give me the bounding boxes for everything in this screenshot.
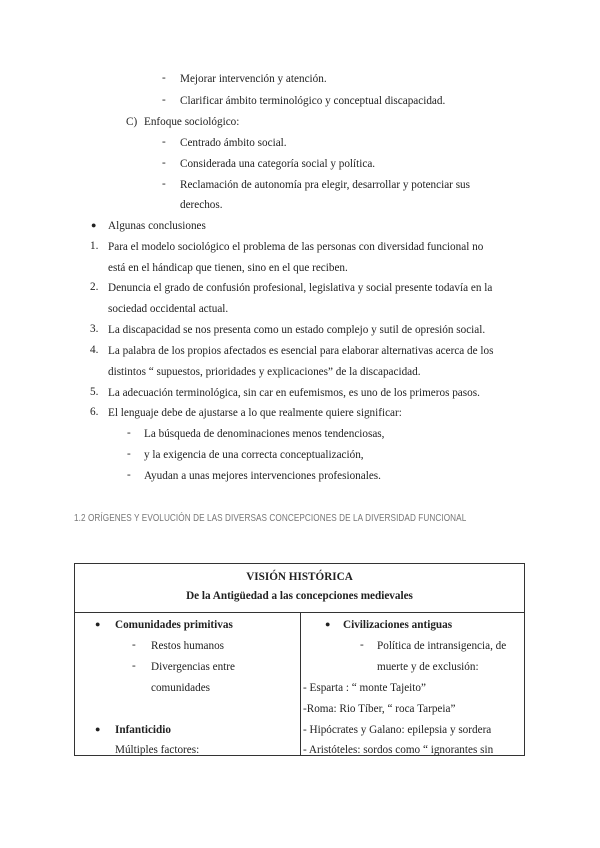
left-item-cont: comunidades: [151, 682, 211, 694]
left-heading-2: Infanticidio: [115, 724, 171, 736]
dash-marker: -: [162, 178, 166, 190]
conclusion-line: Denuncia el grado de confusión profesional, legislativa y social presente todavía en la: [108, 282, 493, 294]
section-c-item-cont: derechos.: [180, 199, 223, 211]
list-number: 4.: [90, 344, 99, 356]
dash-marker: -: [132, 639, 136, 651]
bullet-icon: ●: [325, 619, 331, 629]
right-heading: Civilizaciones antiguas: [343, 619, 453, 631]
right-line: - Hipócrates y Galano: epilepsia y sordera: [303, 724, 492, 736]
table-cell-left: [75, 613, 301, 756]
table-cell-right: [301, 613, 525, 756]
table-title: VISIÓN HISTÓRICA: [246, 571, 353, 583]
table-subtitle: De la Antigüedad a las concepciones medievales: [186, 590, 413, 602]
left-item: Divergencias entre: [151, 661, 235, 673]
list-number: 5.: [90, 386, 99, 398]
dash-marker: -: [127, 469, 131, 481]
dash-marker: -: [162, 72, 166, 84]
left-text-2: Múltiples factores:: [115, 744, 200, 756]
right-line: -Roma: Rio Tíber, “ roca Tarpeia”: [303, 703, 456, 715]
table-header: [75, 564, 525, 613]
conclusion-sub-item: La búsqueda de denominaciones menos tendenciosas,: [144, 428, 385, 440]
left-item: Restos humanos: [151, 640, 225, 652]
section-c-item: Reclamación de autonomía pra elegir, desarrollar y potenciar sus: [180, 179, 471, 191]
section-c-item: Considerada una categoría social y política.: [180, 158, 376, 170]
conclusions-title: Algunas conclusiones: [108, 220, 206, 232]
conclusion-line: La discapacidad se nos presenta como un estado complejo y sutil de opresión social.: [108, 324, 486, 336]
dash-marker: -: [162, 157, 166, 169]
intro-item: Clarificar ámbito terminológico y conceptual discapacidad.: [180, 95, 446, 107]
conclusion-sub-item: y la exigencia de una correcta conceptualización,: [144, 449, 364, 461]
right-line: - Esparta : “ monte Tajeito”: [303, 682, 426, 694]
dash-marker: -: [132, 660, 136, 672]
conclusion-line: La palabra de los propios afectados es esencial para elaborar alternativas acerca de los: [108, 345, 494, 357]
conclusion-line: distintos “ supuestos, prioridades y explicaciones” de la discapacidad.: [108, 366, 421, 378]
dash-marker: -: [162, 136, 166, 148]
list-number: 2.: [90, 281, 99, 293]
conclusion-line: sociedad occidental actual.: [108, 303, 229, 315]
right-line: - Aristóteles: sordos como “ ignorantes sin: [303, 744, 494, 756]
right-item-cont: muerte y de exclusión:: [377, 661, 479, 673]
list-number: 6.: [90, 406, 99, 418]
conclusion-line: Para el modelo sociológico el problema de las personas con diversidad funcional no: [108, 241, 484, 253]
section-c-label: C): [126, 116, 138, 128]
dash-marker: -: [360, 639, 364, 651]
bullet-icon: ●: [91, 220, 97, 230]
history-table: [74, 563, 525, 756]
right-item: Política de intransigencia, de: [377, 640, 507, 652]
dash-marker: -: [127, 448, 131, 460]
list-number: 1.: [90, 240, 99, 252]
conclusion-line: La adecuación terminológica, sin car en eufemismos, es uno de los primeros pasos.: [108, 387, 480, 399]
section-heading: 1.2 ORÍGENES Y EVOLUCIÓN DE LAS DIVERSAS CONCEPCIONES DE LA DIVERSIDAD FUNCIONAL: [74, 512, 467, 524]
left-heading: Comunidades primitivas: [115, 619, 233, 631]
bullet-icon: ●: [95, 619, 101, 629]
dash-marker: -: [127, 427, 131, 439]
section-c-item: Centrado ámbito social.: [180, 137, 287, 149]
conclusion-line: está en el hándicap que tienen, sino en el que reciben.: [108, 262, 348, 274]
list-number: 3.: [90, 323, 99, 335]
bullet-icon: ●: [95, 724, 101, 734]
conclusion-sub-item: Ayudan a unas mejores intervenciones profesionales.: [144, 470, 381, 482]
conclusion-line: El lenguaje debe de ajustarse a lo que realmente quiere significar:: [108, 407, 402, 419]
intro-item: Mejorar intervención y atención.: [180, 73, 327, 85]
section-c-title: Enfoque sociológico:: [144, 116, 240, 128]
dash-marker: -: [162, 94, 166, 106]
